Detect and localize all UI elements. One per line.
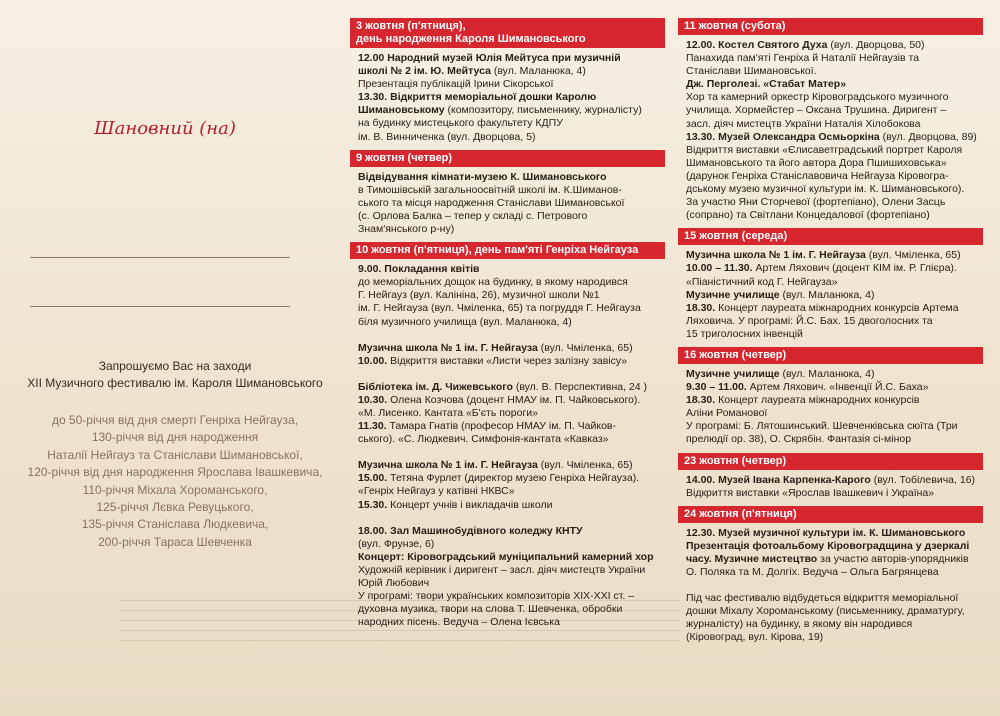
event-text: «Піаністичний код Г. Нейгауза»	[686, 275, 838, 288]
day-header-line: 24 жовтня (п'ятниця)	[684, 507, 797, 520]
event-text: (вул. Дворцова, 50)	[827, 39, 925, 51]
event-text: прелюдії ор. 38), О. Скрябін. Фантазія сі-мінор	[686, 433, 912, 446]
spacer	[686, 579, 979, 592]
event-line	[358, 276, 661, 289]
day-section	[678, 228, 983, 341]
event-bold-text: 10.00.	[358, 354, 388, 367]
event-line	[358, 184, 661, 197]
event-line	[686, 433, 979, 446]
event-line	[686, 381, 979, 394]
event-line	[686, 157, 979, 170]
spacer	[358, 512, 661, 525]
day-section	[678, 506, 983, 645]
event-bold-text: 18.30.	[686, 301, 716, 314]
event-text: (с. Орлова Балка – тепер у складі с. Петрового	[358, 209, 588, 222]
event-text: Г. Нейгауз (вул. Калініна, 26), музичної школи №1	[358, 289, 600, 302]
event-line	[358, 381, 661, 394]
program-column-right	[678, 18, 983, 650]
event-bold-text: 14.00. Музей Івана Карпенка-Карого	[686, 473, 871, 486]
day-events	[678, 39, 983, 222]
event-line	[358, 577, 661, 590]
event-line	[358, 459, 661, 472]
event-text: на будинку мистецького факультету КДПУ	[358, 117, 563, 130]
anniversary-item: 110-річчя Міхала Хороманського,	[82, 482, 268, 497]
event-text: (вул. В. Перспективна, 24 )	[512, 380, 648, 393]
day-header-line: 9 жовтня (четвер)	[356, 151, 453, 164]
anniversary-item: 130-річчя від дня народження	[91, 430, 259, 445]
event-bold-text: Відвідування кімнати-музею К. Шимановського	[358, 170, 607, 183]
event-line	[358, 603, 661, 616]
day-section	[350, 150, 665, 236]
event-bold-text: Презентація фотоальбому Кіровоградщина у дзеркалі	[686, 539, 970, 552]
event-text: Тетяна Фурлет (директор музею Генріха Нейгауза).	[387, 472, 640, 485]
spacer	[358, 446, 661, 459]
event-line	[686, 315, 979, 328]
event-line	[358, 394, 661, 407]
day-header	[678, 18, 983, 35]
day-header-line: 16 жовтня (четвер)	[684, 348, 787, 361]
event-line	[686, 368, 979, 381]
event-text: училища. Хормейстер – Оксана Трушина. Диригент –	[686, 104, 947, 117]
day-header	[678, 453, 983, 470]
day-header-line: 10 жовтня (п'ятниця), день пам'яті Генріха Нейгауза	[356, 244, 639, 257]
event-line	[686, 592, 979, 605]
event-line	[686, 65, 979, 78]
event-text: (вул. Дворцова, 89)	[879, 130, 977, 143]
event-text: (вул. Маланюка, 4)	[779, 367, 875, 380]
event-line	[358, 210, 661, 223]
event-line	[358, 316, 661, 329]
event-line	[686, 144, 979, 157]
event-bold-text: Бібліотека ім. Д. Чижевського	[358, 380, 513, 393]
event-text: «М. Лисенко. Кантата «Б'єть пороги»	[358, 406, 538, 419]
event-line	[358, 52, 661, 65]
event-bold-text: 15.30.	[358, 498, 388, 511]
event-line	[686, 52, 979, 65]
event-line	[686, 262, 979, 275]
event-text: до меморіальних дощок на будинку, в якому народився	[358, 276, 628, 289]
event-text: Артем Ляхович. «Інвенції Й.С. Баха»	[746, 381, 929, 394]
event-bold-text: 13.30. Відкриття меморіальної дошки Каролю	[358, 91, 597, 104]
day-header	[350, 18, 665, 48]
event-line	[686, 91, 979, 104]
event-text: народних пісень. Ведуча – Олена Ієвська	[358, 616, 560, 629]
event-line	[686, 394, 979, 407]
event-text: духовна музика, твори на слова Т. Шевченка, обробки	[358, 603, 623, 616]
event-text: Знам'янського р-ну)	[358, 223, 455, 236]
event-text: (вул. Фрунзе, 6)	[358, 537, 435, 550]
day-events	[678, 249, 983, 341]
event-text: ського). «С. Людкевич. Симфонія-кантата «Кавказ»	[358, 433, 609, 446]
event-text: дошки Міхалу Хороманському (письменнику, драматургу,	[686, 605, 965, 618]
event-text: 15 триголосних інвенцій	[686, 327, 803, 340]
day-events	[678, 474, 983, 500]
event-line	[358, 525, 661, 538]
event-line	[686, 302, 979, 315]
event-line	[686, 209, 979, 222]
event-line	[686, 131, 979, 144]
event-line	[686, 487, 979, 500]
event-line	[358, 485, 661, 498]
event-line	[358, 407, 661, 420]
event-text: ського та місця народження Станіслави Шимановської	[358, 196, 625, 209]
invitation	[10, 358, 340, 392]
event-line	[686, 474, 979, 487]
invitation-line-2: XII Музичного фестивалю ім. Кароля Шимановського	[27, 376, 323, 390]
spacer	[358, 368, 661, 381]
event-line	[686, 249, 979, 262]
event-line	[358, 263, 661, 276]
event-text: (дарунок Генріха Станіславовича Нейгауза Кіровогра-	[686, 169, 949, 182]
event-line	[358, 420, 661, 433]
event-bold-text: Музичне училище	[686, 367, 780, 380]
event-text: дському музею музичної культури ім. К. Шимановського).	[686, 183, 965, 196]
event-line	[358, 131, 661, 144]
event-line	[358, 223, 661, 236]
event-bold-text: 12.30. Музей музичної культури ім. К. Шимановського	[686, 526, 966, 539]
event-line	[686, 39, 979, 52]
invitation-line-1: Запрошуємо Вас на заходи	[98, 359, 252, 373]
anniversary-item: 125-річчя Лєвка Ревуцького,	[96, 500, 254, 515]
event-line	[358, 197, 661, 210]
event-text: (вул. Чміленка, 65)	[537, 341, 633, 354]
event-text: (вул. Тобілевича, 16)	[870, 473, 976, 486]
event-line	[358, 551, 661, 564]
anniversary-item: 120-річчя від дня народження Ярослава Івашкевича,	[27, 465, 323, 480]
event-bold-text: 11.30.	[358, 420, 387, 433]
event-text: Артем Ляхович (доцент КІМ ім. Р. Глієра).	[752, 262, 957, 275]
event-text: Презентація публікацій Ірини Сікорської	[358, 78, 554, 91]
event-bold-text: 10.30.	[358, 393, 388, 406]
event-line	[358, 117, 661, 130]
day-events	[678, 368, 983, 447]
event-text: (вул. Чміленка, 65)	[865, 249, 961, 262]
event-bold-text: 9.30 – 11.00.	[686, 381, 747, 394]
event-bold-text: Музичне училище	[686, 288, 780, 301]
event-line	[358, 342, 661, 355]
program-column-middle	[350, 18, 665, 635]
event-text: засл. діяч мистецтв України Наталія Хілобокова	[686, 117, 921, 130]
event-text: Ляховича. У програмі: Й.С. Бах. 15 двоголосних та	[686, 314, 933, 327]
event-bold-text: 10.00 – 11.30.	[686, 262, 753, 275]
event-text: біля музичного училища (вул. Маланюка, 4)	[358, 315, 572, 328]
event-line	[686, 618, 979, 631]
event-bold-text: Шимановському	[358, 104, 445, 117]
day-section	[678, 453, 983, 500]
event-bold-text: часу. Музичне мистецтво	[686, 552, 818, 565]
event-text: ім. В. Винниченка (вул. Дворцова, 5)	[358, 130, 536, 143]
event-text: (вул. Маланюка, 4)	[779, 288, 875, 301]
event-bold-text: Музична школа № 1 ім. Г. Нейгауза	[358, 459, 538, 472]
event-text: Юрій Любович	[358, 577, 430, 589]
event-text: Шимановського та його автора Дора Пшишиховська»	[686, 156, 947, 169]
event-line	[358, 590, 661, 603]
event-line	[358, 171, 661, 184]
day-events	[350, 52, 665, 144]
event-text: Хор та камерний оркестр Кіровоградського музичного	[686, 91, 949, 104]
event-line	[358, 538, 661, 551]
event-text: Відкриття виставки «Листи через залізну завісу»	[387, 354, 628, 367]
event-text: (вул. Чміленка, 65)	[537, 459, 633, 472]
event-line	[686, 183, 979, 196]
event-line	[686, 553, 979, 566]
day-events	[350, 171, 665, 236]
event-bold-text: Дж. Перголезі. «Стабат Матер»	[686, 78, 847, 91]
event-line	[686, 631, 979, 644]
event-line	[686, 78, 979, 91]
anniversary-item: до 50-річчя від дня смерті Генріха Нейгауза,	[51, 413, 299, 427]
day-events	[350, 263, 665, 629]
day-section	[350, 18, 665, 144]
event-line	[358, 433, 661, 446]
event-text: ім. Г. Нейгауза (вул. Чміленка, 65) та погруддя Г. Нейгауза	[358, 302, 641, 315]
event-line	[358, 91, 661, 104]
anniversary-item: 135-річчя Станіслава Людкевича,	[81, 517, 269, 532]
event-line	[686, 104, 979, 117]
day-header-line: день народження Кароля Шимановського	[356, 33, 586, 45]
day-section	[350, 242, 665, 629]
event-bold-text: 18.30.	[686, 394, 716, 407]
event-line	[686, 328, 979, 341]
day-header-line: 15 жовтня (середа)	[684, 230, 788, 243]
event-text: Олена Козчова (доцент НМАУ ім. П. Чайковського).	[387, 393, 641, 406]
event-text: О. Поляка та М. Долгіх. Ведуча – Ольга Багрянцева	[686, 566, 939, 578]
event-text: Тамара Гнатів (професор НМАУ ім. П. Чайков-	[386, 420, 616, 433]
day-header	[350, 242, 665, 259]
event-line	[686, 605, 979, 618]
event-line	[358, 616, 661, 629]
anniversary-item: 200-річчя Тараса Шевченка	[98, 534, 252, 549]
event-text: (Кіровоград, вул. Кірова, 19)	[686, 631, 824, 644]
event-text: (сопрано) та Світлани Концедалової (фортепіано)	[686, 209, 930, 222]
event-bold-text: 15.00.	[358, 472, 388, 485]
event-text: за участю авторів-упорядників	[817, 552, 969, 565]
event-line	[686, 566, 979, 579]
event-bold-text: 12.00. Костел Святого Духа	[686, 39, 828, 51]
event-bold-text: 12.00 Народний музей Юлія Мейтуса при музичній	[358, 52, 621, 64]
event-text: За участю Яни Сторчевої (фортепіано), Олени Засць	[686, 196, 946, 209]
event-line	[358, 78, 661, 91]
event-line	[686, 289, 979, 302]
event-line	[686, 407, 979, 420]
event-line	[686, 540, 979, 553]
event-line	[358, 104, 661, 117]
event-text: «Генріх Нейгауз у катівні НКВС»	[358, 485, 515, 498]
event-bold-text: 9.00. Покладання квітів	[358, 263, 480, 276]
event-text: У програмі: Б. Лятошинський. Шевченківська сюїта (Три	[686, 420, 958, 433]
name-line-1	[30, 257, 290, 258]
day-section	[678, 18, 983, 222]
event-text: (композитору, письменнику, журналісту)	[444, 104, 642, 117]
event-line	[686, 118, 979, 131]
salutation: Шановний (на)	[94, 118, 236, 139]
event-text: Концерт лауреата міжнародних конкурсів	[715, 394, 920, 407]
day-header	[678, 347, 983, 364]
left-panel	[0, 0, 340, 716]
event-bold-text: 13.30. Музей Олександра Осмьоркіна	[686, 130, 880, 143]
event-text: Відкриття виставки «Ярослав Івашкевич і Україна»	[686, 486, 935, 499]
event-bold-text: школі № 2 ім. Ю. Мейтуса	[358, 65, 491, 78]
event-line	[686, 170, 979, 183]
spacer	[358, 329, 661, 342]
event-line	[358, 65, 661, 78]
event-text: Аліни Романової	[686, 407, 768, 420]
event-text: Художній керівник і диригент – засл. діяч мистецтв України	[358, 563, 646, 576]
day-section	[678, 347, 983, 447]
anniversaries-list	[10, 412, 340, 551]
event-line	[358, 289, 661, 302]
event-text: (вул. Маланюка, 4)	[490, 65, 586, 78]
day-events	[678, 527, 983, 645]
event-line	[686, 196, 979, 209]
event-text: У програмі: твори українських композиторів XIX-XXI ст. –	[358, 590, 635, 603]
day-header-line: 3 жовтня (п'ятниця),	[356, 20, 466, 32]
event-line	[358, 499, 661, 512]
event-text: Концерт учнів і викладачів школи	[387, 498, 553, 511]
event-text: Станіслави Шимановської.	[686, 65, 817, 78]
event-bold-text: Музична школа № 1 ім. Г. Нейгауза	[686, 249, 866, 262]
event-text: Панахида пам'яті Генріха й Наталії Нейгаузів та	[686, 52, 920, 65]
day-header	[350, 150, 665, 167]
event-line	[686, 276, 979, 289]
event-text: в Тимошівській загальноосвітній школі ім. К.Шиманов-	[358, 183, 622, 196]
event-line	[358, 472, 661, 485]
day-header	[678, 228, 983, 245]
event-line	[686, 527, 979, 540]
event-line	[358, 302, 661, 315]
event-text: Під час фестивалю відбудеться відкриття меморіальної	[686, 592, 959, 605]
event-text: журналісту) на будинку, в якому він народився	[686, 618, 913, 631]
event-bold-text: 18.00. Зал Машинобудівного коледжу КНТУ	[358, 524, 583, 537]
event-line	[686, 420, 979, 433]
event-bold-text: Концерт: Кіровоградський муніципальний камерний хор	[358, 550, 654, 563]
anniversary-item: Наталії Нейгауз та Станіслави Шимановської,	[47, 447, 303, 462]
event-bold-text: Музична школа № 1 ім. Г. Нейгауза	[358, 341, 538, 354]
event-text: Концерт лауреата міжнародних конкурсів Артема	[715, 301, 959, 314]
event-line	[358, 355, 661, 368]
day-header-line: 11 жовтня (субота)	[684, 20, 786, 32]
name-line-2	[30, 306, 290, 307]
day-header-line: 23 жовтня (четвер)	[684, 454, 787, 467]
day-header	[678, 506, 983, 523]
event-line	[358, 564, 661, 577]
event-text: Відкриття виставки «Єлисаветградський портрет Кароля	[686, 143, 963, 156]
